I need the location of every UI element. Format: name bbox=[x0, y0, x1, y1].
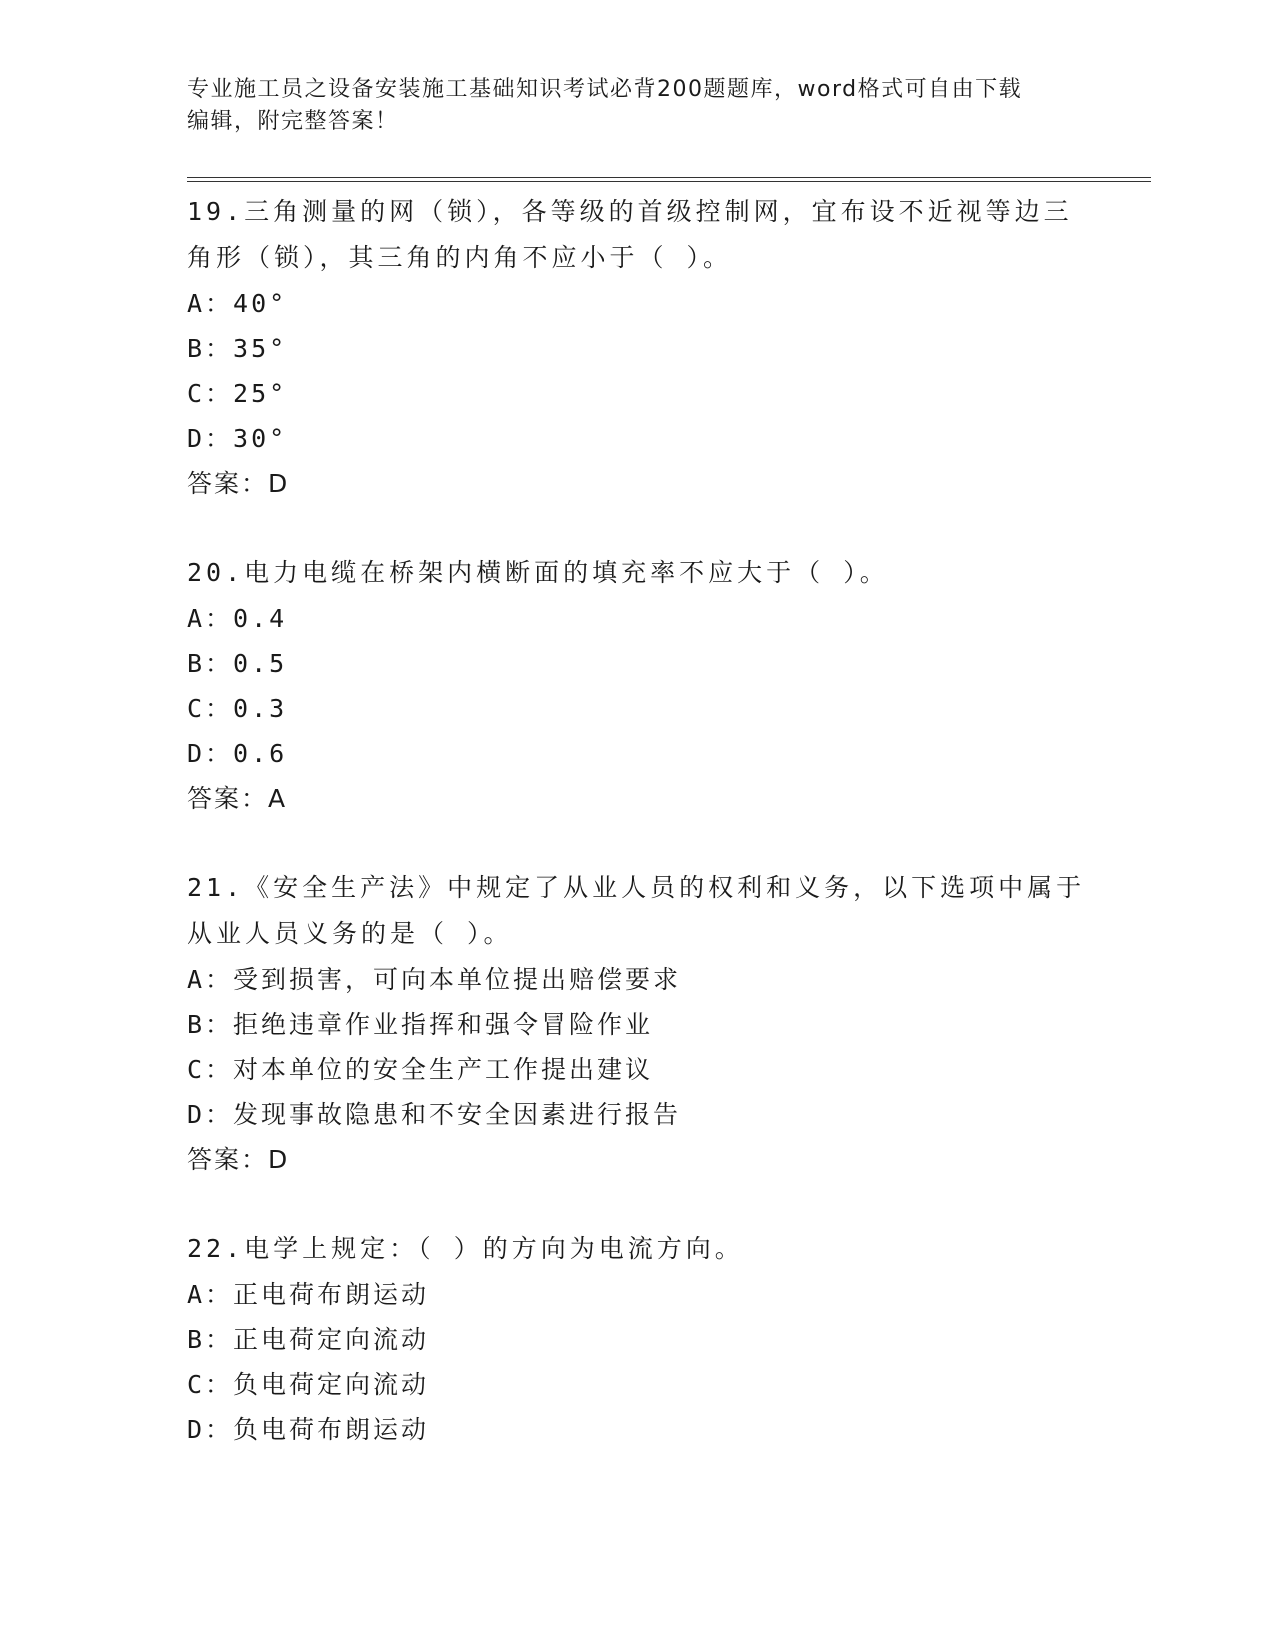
option-a: A：正电荷布朗运动 bbox=[187, 1280, 430, 1309]
answer-line: 答案：D bbox=[187, 1145, 290, 1174]
question-22 bbox=[187, 1226, 1107, 1452]
question-stem-line-1: 22.电学上规定：（ ）的方向为电流方向。 bbox=[187, 1234, 744, 1263]
option-c: C：负电荷定向流动 bbox=[187, 1370, 430, 1399]
option-a: A：受到损害，可向本单位提出赔偿要求 bbox=[187, 965, 682, 994]
option-b: B：0.5 bbox=[187, 649, 288, 678]
question-stem-line-1: 19.三角测量的网（锁），各等级的首级控制网，宜布设不近视等边三 bbox=[187, 197, 1073, 226]
question-20 bbox=[187, 550, 1107, 821]
question-stem-line-1: 21.《安全生产法》中规定了从业人员的权利和义务，以下选项中属于 bbox=[187, 873, 1086, 902]
option-c: C：对本单位的安全生产工作提出建议 bbox=[187, 1055, 654, 1084]
answer-line: 答案：A bbox=[187, 784, 288, 813]
question-stem-line-1: 20.电力电缆在桥架内横断面的填充率不应大于（ ）。 bbox=[187, 558, 889, 587]
option-d: D：负电荷布朗运动 bbox=[187, 1415, 430, 1444]
option-b: B：拒绝违章作业指挥和强令冒险作业 bbox=[187, 1010, 654, 1039]
answer-line: 答案：D bbox=[187, 469, 290, 498]
option-c: C：0.3 bbox=[187, 694, 288, 723]
option-d: D：0.6 bbox=[187, 739, 288, 768]
question-19 bbox=[187, 189, 1107, 506]
question-21 bbox=[187, 865, 1107, 1182]
option-d: D：30° bbox=[187, 424, 288, 453]
header-line-2: 编辑，附完整答案！ bbox=[187, 109, 399, 134]
question-list bbox=[187, 189, 1107, 1496]
option-b: B：正电荷定向流动 bbox=[187, 1325, 430, 1354]
question-stem-line-2: 角形（锁），其三角的内角不应小于（ ）。 bbox=[187, 243, 733, 272]
question-stem-line-2: 从业人员义务的是（ ）。 bbox=[187, 919, 513, 948]
option-a: A：0.4 bbox=[187, 604, 288, 633]
option-c: C：25° bbox=[187, 379, 288, 408]
document-header bbox=[187, 74, 1087, 138]
header-double-rule bbox=[187, 177, 1151, 182]
option-a: A：40° bbox=[187, 289, 288, 318]
option-b: B：35° bbox=[187, 334, 288, 363]
option-d: D：发现事故隐患和不安全因素进行报告 bbox=[187, 1100, 682, 1129]
header-line-1: 专业施工员之设备安装施工基础知识考试必背200题题库，word格式可自由下载 bbox=[187, 77, 1023, 102]
